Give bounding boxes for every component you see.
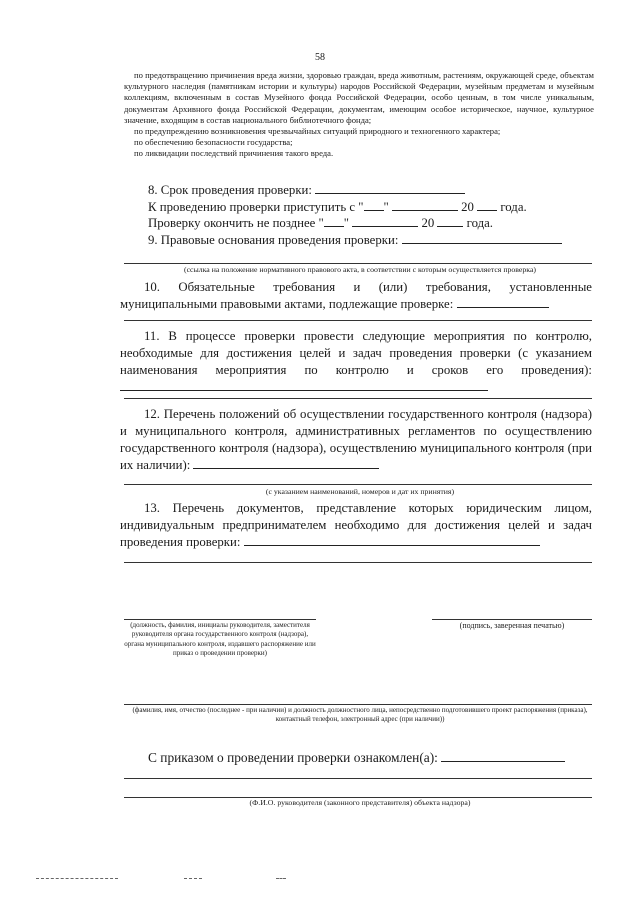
acquainted-caption: (Ф.И.О. руководителя (законного представителя) объекта надзора) xyxy=(249,798,471,807)
item-13-text: 13. Перечень документов, представление которых юридическим лицом, индивидуальным предпринимателем необходимо для достижения целей и задач проведения проверки: xyxy=(120,501,592,549)
head-signature-line[interactable] xyxy=(124,619,316,620)
end-month-field[interactable] xyxy=(352,215,418,227)
intro-line-1: по предотвращению причинения вреда жизни, здоровью граждан, вреда животным, растениям, окружающей среде, объектам культурного наследия (памятникам истории и культуры) народов Российской Федерации, музейным предметам и музейным коллекциям, включенным в состав Музейного фонда Российской Федерации, особо ценным, в том числе уникальным, документам Архивного фонда Российской Федерации, документам, имеющим особое историческое, научное, культурное значение, входящим в состав национального библиотечного фонда; xyxy=(124,70,594,125)
end-date-row xyxy=(148,215,598,232)
regulations-caption: (с указанием наименований, номеров и дат их принятия) xyxy=(265,487,455,496)
item-12 xyxy=(120,406,592,474)
acquainted-row xyxy=(148,750,598,767)
legal-basis-caption: (ссылка на положение нормативного правового акта, в соответствии с которым осуществляется проверка) xyxy=(183,265,537,274)
control-measures-line[interactable] xyxy=(124,398,592,399)
acquainted-label: С приказом о проведении проверки ознакомлен(а): xyxy=(148,750,438,765)
footer-mark-left xyxy=(36,878,118,879)
legal-basis-line[interactable] xyxy=(124,263,592,264)
end-day-field[interactable] xyxy=(324,215,344,227)
head-signature-caption: (должность, фамилия, инициалы руководителя, заместителя руководителя органа государственного контроля (надзора), органа муниципального контроля, издавшего распоряжение или приказ о проведении проверки) xyxy=(124,621,316,658)
page-number: 58 xyxy=(315,52,325,63)
control-measures-field[interactable] xyxy=(120,379,488,391)
item-8-label-row xyxy=(148,182,598,199)
start-month-field[interactable] xyxy=(392,199,458,211)
end-year-field[interactable] xyxy=(437,215,463,227)
regulations-line[interactable] xyxy=(124,484,592,485)
item-9-row xyxy=(148,232,598,249)
item-11-text: 11. В процессе проверки провести следующие мероприятия по контролю, необходимые для достижения целей и задач проведения проверки (с указанием наименования мероприятия по контролю и сроков его проведения): xyxy=(120,329,592,377)
start-date-quote: " xyxy=(383,199,389,214)
inspection-term-field[interactable] xyxy=(315,182,465,194)
intro-line-2: по предупреждению возникновения чрезвычайных ситуаций природного и техногенного характера; xyxy=(134,126,501,137)
seal-signature-caption: (подпись, заверенная печатью) xyxy=(459,621,565,630)
requirements-field[interactable] xyxy=(457,296,549,308)
start-day-field[interactable] xyxy=(364,199,384,211)
footer-mark-mid xyxy=(184,878,202,879)
start-year-field[interactable] xyxy=(477,199,497,211)
documents-line[interactable] xyxy=(124,562,592,563)
start-year-prefix: 20 xyxy=(461,199,474,214)
acquainted-field[interactable] xyxy=(441,750,565,762)
item-12-text: 12. Перечень положений об осуществлении государственного контроля (надзора) и муниципального контроля, административных регламентов по осуществлению государственного контроля (надзора), осуществлению муниципального контроля (при их наличии): xyxy=(120,407,592,472)
end-date-suffix: года. xyxy=(466,216,493,230)
requirements-line[interactable] xyxy=(124,320,592,321)
end-date-quote: " xyxy=(343,216,350,230)
seal-signature-line[interactable] xyxy=(432,619,592,620)
item-11 xyxy=(120,328,592,396)
start-date-row xyxy=(148,199,598,216)
item-9-label: 9. Правовые основания проведения проверки: xyxy=(148,232,399,247)
acquainted-line-1[interactable] xyxy=(124,778,592,779)
footer-mark-right xyxy=(276,878,286,879)
intro-line-4: по ликвидации последствий причинения такого вреда. xyxy=(134,148,334,159)
end-year-prefix: 20 xyxy=(421,216,435,230)
start-date-prefix: К проведению проверки приступить с " xyxy=(148,199,364,214)
intro-line-3: по обеспечению безопасности государства; xyxy=(134,137,293,148)
item-13 xyxy=(120,500,592,551)
documents-field[interactable] xyxy=(244,534,540,546)
end-date-prefix: Проверку окончить не позднее " xyxy=(148,216,324,230)
item-8-label: 8. Срок проведения проверки: xyxy=(148,183,312,197)
legal-basis-field[interactable] xyxy=(402,232,562,244)
start-date-suffix: года. xyxy=(500,199,527,214)
official-line[interactable] xyxy=(124,704,592,705)
regulations-field[interactable] xyxy=(193,457,379,469)
intro-text xyxy=(124,70,594,160)
item-10 xyxy=(120,279,592,313)
item-10-text: 10. Обязательные требования и (или) требования, установленные муниципальными правовыми актами, подлежащие проверке: xyxy=(120,280,592,311)
item-8 xyxy=(148,182,598,248)
official-caption: (фамилия, имя, отчество (последнее - при наличии) и должность должностного лица, непосредственно подготовившего проект распоряжения (приказа), контактный телефон, электронный адрес (при наличии)) xyxy=(132,706,588,724)
